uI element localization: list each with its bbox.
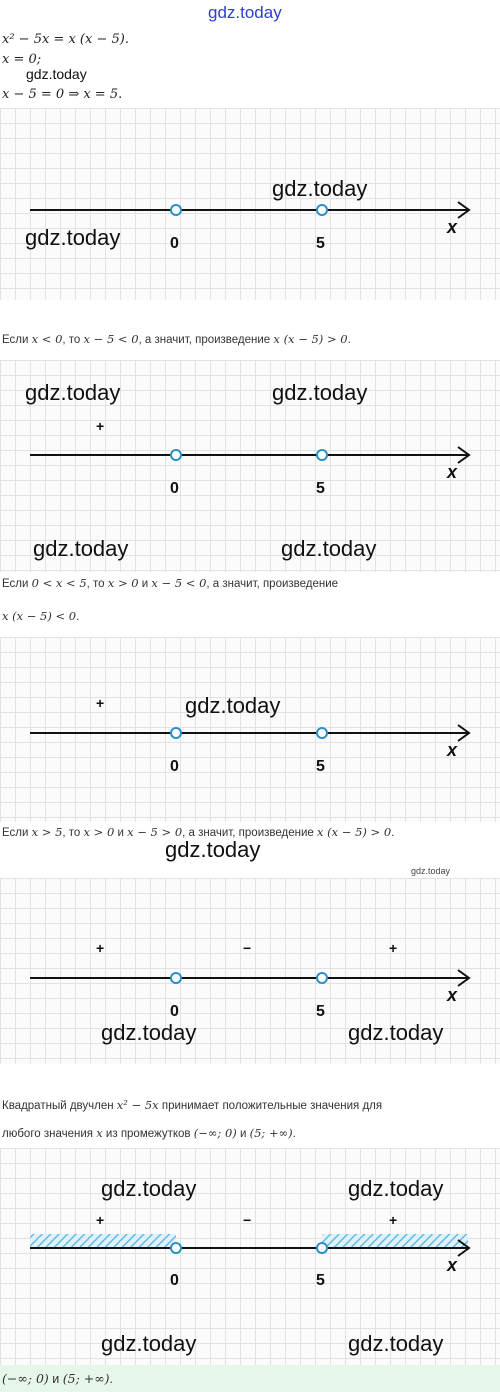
- tick-label-zero: 0: [170, 1003, 179, 1020]
- paragraph-case-positive: Если x > 5, то x > 0 и x − 5 > 0, а значит, произведение x (x − 5) > 0.: [2, 825, 395, 839]
- sign-right: +: [389, 1212, 398, 1228]
- watermark: gdz.today: [272, 176, 368, 201]
- watermark: gdz.today: [411, 866, 451, 876]
- axis-variable-label: x: [447, 462, 458, 482]
- sign-left: +: [96, 940, 105, 956]
- hatched-interval-left: [30, 1234, 176, 1248]
- number-line-3: [0, 637, 500, 822]
- paragraph-conclusion-line2: любого значения x из промежутков (−∞; 0) и (5; +∞).: [2, 1126, 296, 1140]
- watermark: gdz.today: [165, 837, 261, 862]
- tick-label-five: 5: [316, 1272, 325, 1289]
- watermark: gdz.today: [185, 693, 281, 718]
- watermark: gdz.today: [348, 1020, 444, 1045]
- point-five: [317, 728, 327, 738]
- equation-factor: x² − 5x = x (x − 5).: [2, 32, 129, 47]
- sign-middle: −: [243, 940, 252, 956]
- sign-middle: −: [243, 1212, 252, 1228]
- answer-box: [0, 1365, 500, 1392]
- paragraph-conclusion: Квадратный двучлен x² − 5x принимает положительные значения для: [2, 1098, 383, 1112]
- number-line-1: [0, 108, 500, 300]
- point-five: [317, 450, 327, 460]
- watermark: gdz.today: [272, 380, 368, 405]
- point-zero: [171, 450, 181, 460]
- sign-right: +: [389, 940, 398, 956]
- watermark: gdz.today: [26, 66, 87, 82]
- axis-variable-label: x: [447, 217, 458, 237]
- hatched-interval-right: [322, 1234, 468, 1248]
- watermark: gdz.today: [101, 1020, 197, 1045]
- watermark: gdz.today: [33, 536, 129, 561]
- axis-variable-label: x: [447, 740, 458, 760]
- point-zero: [171, 728, 181, 738]
- watermark: gdz.today: [101, 1331, 197, 1356]
- watermark: gdz.today: [25, 380, 121, 405]
- tick-label-five: 5: [316, 1003, 325, 1020]
- answer-text: (−∞; 0) и (5; +∞).: [2, 1371, 113, 1386]
- watermark: gdz.today: [348, 1176, 444, 1201]
- watermark: gdz.today: [348, 1331, 444, 1356]
- point-zero: [171, 1243, 181, 1253]
- equation-root-zero: x = 0;: [2, 52, 42, 67]
- watermark: gdz.today: [25, 225, 121, 250]
- tick-label-zero: 0: [170, 1272, 179, 1289]
- point-five: [317, 1243, 327, 1253]
- axis-variable-label: x: [447, 1255, 458, 1275]
- paragraph-case-between-line2: x (x − 5) < 0.: [2, 609, 80, 623]
- tick-label-five: 5: [316, 235, 325, 252]
- tick-label-five: 5: [316, 758, 325, 775]
- equation-root-five: x − 5 = 0 ⇒ x = 5.: [2, 87, 123, 102]
- point-five: [317, 205, 327, 215]
- point-five: [317, 973, 327, 983]
- watermark: gdz.today: [101, 1176, 197, 1201]
- point-zero: [171, 205, 181, 215]
- tick-label-zero: 0: [170, 235, 179, 252]
- tick-label-zero: 0: [170, 758, 179, 775]
- site-title[interactable]: gdz.today: [208, 3, 282, 22]
- tick-label-zero: 0: [170, 480, 179, 497]
- axis-variable-label: x: [447, 985, 458, 1005]
- tick-label-five: 5: [316, 480, 325, 497]
- sign-left: +: [96, 1212, 105, 1228]
- sign-left: +: [96, 695, 105, 711]
- sign-left: +: [96, 418, 105, 434]
- point-zero: [171, 973, 181, 983]
- watermark: gdz.today: [281, 536, 377, 561]
- paragraph-case-between: Если 0 < x < 5, то x > 0 и x − 5 < 0, а значит, произведение: [2, 576, 339, 590]
- paragraph-case-negative: Если x < 0, то x − 5 < 0, а значит, произведение x (x − 5) > 0.: [2, 332, 351, 346]
